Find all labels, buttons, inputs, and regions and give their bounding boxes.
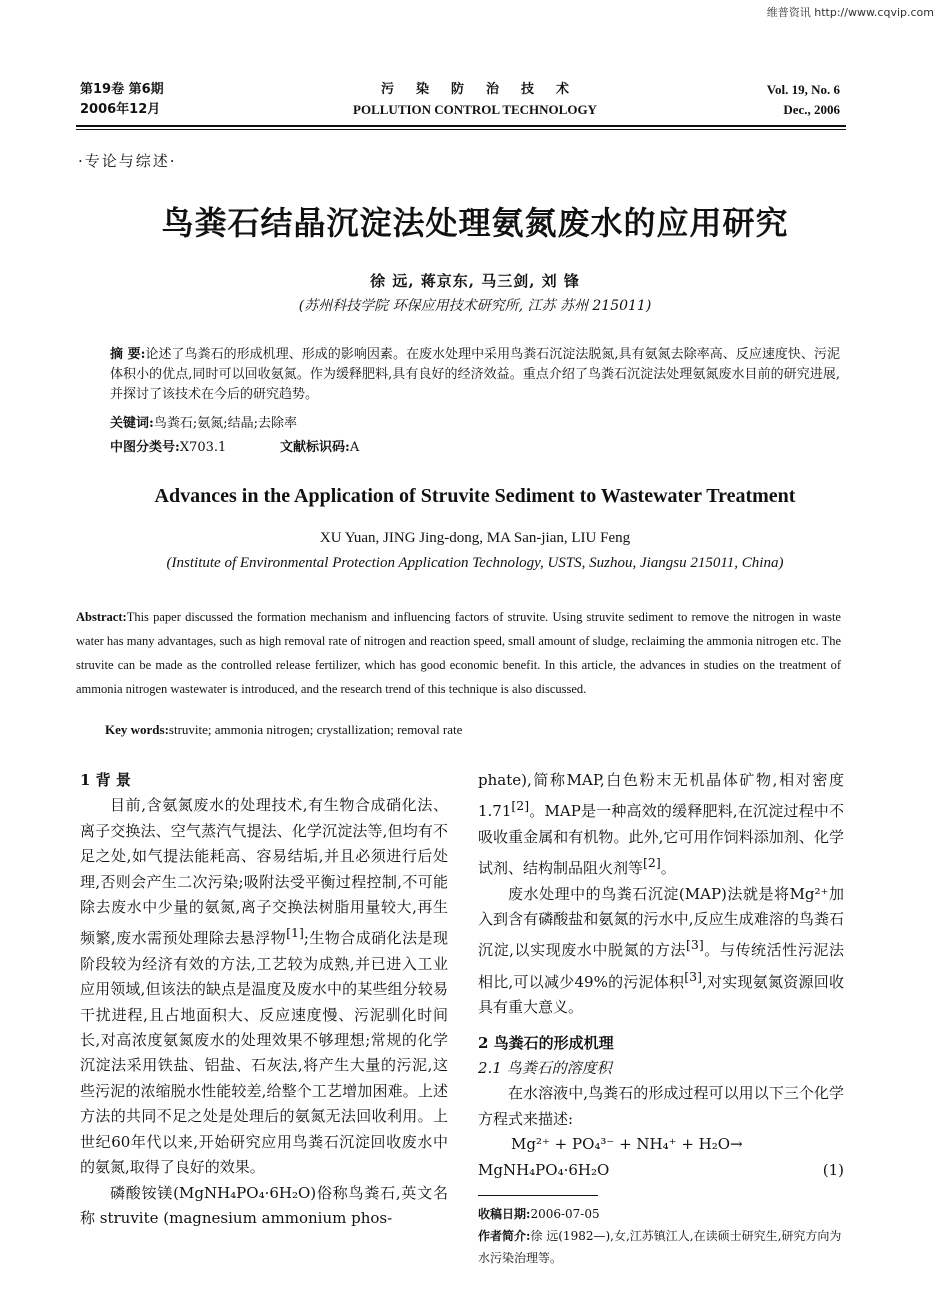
footnote	[478, 1203, 844, 1269]
abstract-cn-label: 摘 要:	[110, 347, 146, 362]
authors-en: XU Yuan, JING Jing-dong, MA San-jian, LIU Feng	[319, 530, 631, 546]
paragraph: 磷酸铵镁(MgNH₄PO₄·6H₂O)俗称鸟粪石,英文名称 struvite (magnesium ammonium phos-	[80, 1183, 448, 1227]
received-date	[478, 1203, 844, 1225]
watermark: 维普资讯 http://www.cqvip.com	[766, 6, 934, 19]
keywords-en-text: struvite; ammonia nitrogen; crystallization; removal rate	[168, 722, 463, 737]
keywords-cn-label: 关键词:	[110, 416, 154, 431]
header-rule	[76, 125, 846, 127]
citation: [2]	[643, 855, 661, 871]
citation: [2]	[511, 798, 530, 814]
classification-label: 中图分类号:	[110, 440, 180, 455]
journal-name-en: POLLUTION CONTROL TECHNOLOGY	[353, 102, 597, 117]
journal-name-cn: 污染防治技术	[380, 82, 591, 97]
doc-code-label: 文献标识码:	[280, 440, 350, 455]
paragraph-text: 废水处理中的鸟粪石沉淀(MAP)法就是将Mg²⁺加入到含有磷酸盐和氨氮的污水中,反应生成难溶的鸟粪石沉淀,以实现废水中脱氮的方法	[478, 884, 844, 960]
equation-product: MgNH₄PO₄·6H₂O	[478, 1160, 610, 1179]
equation-line-1: Mg²⁺ + PO₄³⁻ + NH₄⁺ + H₂O→	[511, 1135, 743, 1154]
paragraph-text: 。	[660, 859, 676, 878]
authors-cn: 徐 远, 蒋京东, 马三剑, 刘 锋	[370, 272, 580, 290]
affiliation-en: (Institute of Environmental Protection Application Technology, USTS, Suzhou, Jiangsu 215011, China)	[166, 555, 784, 571]
author-bio-label: 作者简介:	[478, 1229, 531, 1243]
citation: [1]	[286, 925, 304, 941]
paragraph-text: ,对实现氨氮资源回收具有重大意义。	[478, 972, 844, 1017]
paragraph-text: phate),简称MAP,白色粉末无机晶体矿物,相对密度1.71	[478, 771, 844, 821]
header-date-cn: 2006年12月	[80, 102, 161, 117]
abstract-en	[76, 605, 841, 701]
author-bio-text: 徐 远(1982—),女,江苏镇江人,在读硕士研究生,研究方向为水污染治理等。	[478, 1229, 842, 1265]
section-2-1-heading: 2.1 鸟粪石的溶度积	[478, 1059, 612, 1078]
keywords-en	[105, 722, 462, 738]
equation-line-2	[478, 1158, 844, 1183]
paragraph-text: ;生物合成硝化法是现阶段较为经济有效的方法,工艺较为成熟,并已进入工业应用领域,但该法的缺点是温度及废水中的某些组分较易干扰进程,且占地面积大、反应速度慢、污泥驯化时间长,对高浓度氨氮废水的处理效果不够理想;常规的化学沉淀法采用铁盐、铝盐、石灰法,将产生大量的污泥,这些污泥的浓缩脱水性能较差,给整个工艺增加困难。上述方法的共同不足之处是处理后的氨氮无法回收利用。上世纪60年代以来,开始研究应用鸟粪石沉淀回收废水中的氨氮,取得了良好的效果。	[80, 929, 448, 1177]
title-en: Advances in the Application of Struvite Sediment to Wastewater Treatment	[154, 485, 796, 507]
affiliation-cn: (苏州科技学院 环保应用技术研究所, 江苏 苏州 215011)	[298, 298, 652, 314]
received-value: 2006-07-05	[530, 1207, 600, 1221]
column-label: ·专论与综述·	[78, 152, 177, 170]
paragraph	[478, 768, 844, 882]
citation: [3]	[685, 937, 704, 953]
paragraph-text: 。与传统活性污泥法相比,可以减少49%的污泥体积	[478, 941, 844, 991]
body-column-right	[478, 768, 844, 1183]
received-label: 收稿日期:	[478, 1207, 531, 1221]
footnote-rule	[478, 1195, 598, 1196]
classification-value: X703.1	[179, 440, 227, 455]
section-1-heading: 1 背 景	[80, 771, 131, 789]
header-date-en: Dec., 2006	[783, 102, 840, 117]
abstract-en-text: This paper discussed the formation mechanism and influencing factors of struvite. Using struvite sediment to remove the nitrogen in waste water has many advantages, such as high removal rate of nitrogen and reaction speed, small amount of sludge, reclaiming the ammonia nitrogen etc. The struvite can be made as the controlled release fertilizer, which has good economic benefit. In this article, the advances in studies on the treatment of ammonia nitrogen wastewater is introduced, and the research trend of this technique is also discussed.	[76, 610, 841, 696]
keywords-en-label: Key words:	[105, 722, 169, 737]
body-column-left	[80, 768, 448, 1231]
paragraph-text: 目前,含氨氮废水的处理技术,有生物合成硝化法、离子交换法、空气蒸汽气提法、化学沉淀法等,但均有不足之处,如气提法能耗高、容易结垢,并且必须进行后处理,否则会产生二次污染;吸附法受平衡过程控制,不可能除去废水中少量的氨氮,离子交换法树脂用量较大,再生频繁,废水需预处理除去悬浮物	[80, 796, 448, 948]
equation-number: (1)	[822, 1160, 844, 1179]
keywords-cn-text: 鸟粪石;氨氮;结晶;去除率	[153, 416, 297, 431]
header-volume-en: Vol. 19, No. 6	[766, 82, 840, 97]
doc-code-value: A	[349, 440, 360, 455]
classification-number	[110, 436, 226, 455]
citation: [3]	[684, 968, 703, 984]
section-2-heading: 2 鸟粪石的形成机理	[478, 1033, 614, 1052]
abstract-cn-text: 论述了鸟粪石的形成机理、形成的影响因素。在废水处理中采用鸟粪石沉淀法脱氮,具有氨氮去除率高、反应速度快、污泥体积小的优点,同时可以回收氨氮。作为缓释肥料,具有良好的经济效益。重点介绍了鸟粪石沉淀法处理氨氮废水目前的研究进展,并探讨了该技术在今后的研究趋势。	[110, 347, 840, 402]
header-issue-en	[767, 80, 840, 120]
paragraph: 在水溶液中,鸟粪石的形成过程可以用以下三个化学方程式来描述:	[478, 1084, 844, 1128]
header-volume-cn: 第19卷 第6期	[80, 82, 164, 97]
author-bio	[478, 1225, 844, 1269]
paragraph	[80, 793, 448, 1180]
keywords-cn	[110, 412, 297, 431]
header-rule-thin	[76, 129, 846, 130]
abstract-cn	[110, 345, 840, 405]
paragraph	[478, 882, 844, 1021]
page-title: 鸟粪石结晶沉淀法处理氨氮废水的应用研究	[161, 204, 789, 242]
paragraph-text: 。MAP是一种高效的缓释肥料,在沉淀过程中不吸收重金属和有机物。此外,它可用作饲料添加剂、化学试剂、结构制品阻火剂等	[478, 802, 844, 878]
document-code	[280, 436, 359, 455]
abstract-en-label: Abstract:	[76, 610, 127, 624]
